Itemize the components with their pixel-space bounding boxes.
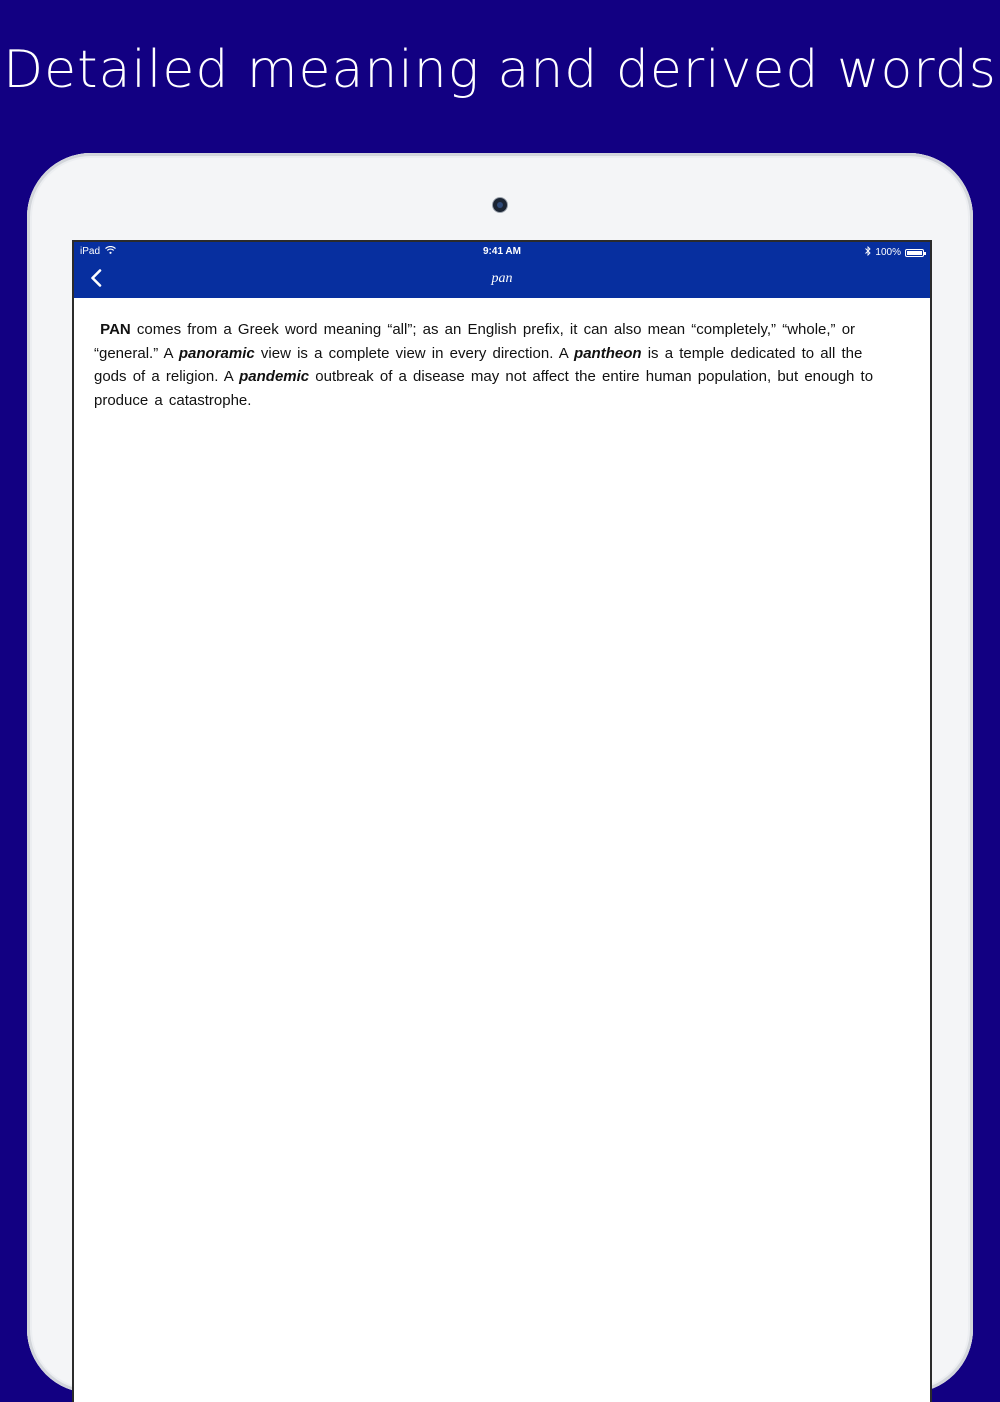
entry-text-4: outbreak of a disease may not affect the entire human population, but enough to produce a catastrophe.: [94, 368, 874, 409]
entry-text-3: is a temple dedicated to all the gods of a religion. A: [94, 344, 863, 385]
entry-text-1: comes from a Greek word meaning “all”; as an English prefix, it can also mean “completely,” “whole,” or “general.” A: [94, 321, 856, 362]
app-screen: [72, 240, 932, 1402]
ipad-frame: [27, 153, 973, 1393]
entry-text-2: view is a complete view in every direction. A: [254, 344, 575, 362]
entry-text: [74, 298, 930, 412]
camera-icon: [493, 198, 507, 212]
device-label: iPad: [80, 246, 101, 257]
nav-title: pan: [491, 271, 513, 286]
bluetooth-icon: [865, 246, 871, 259]
status-bar: [74, 242, 930, 262]
battery-icon: [905, 249, 924, 257]
status-time: 9:41 AM: [483, 246, 521, 257]
battery-percent: 100%: [875, 247, 901, 258]
marketing-headline: Detailed meaning and derived words: [3, 40, 997, 100]
navigation-bar: [74, 262, 930, 298]
derived-word-pantheon: pantheon: [574, 344, 642, 362]
derived-word-pandemic: pandemic: [239, 368, 310, 385]
headword: PAN: [100, 321, 131, 338]
derived-word-panoramic: panoramic: [178, 344, 255, 362]
